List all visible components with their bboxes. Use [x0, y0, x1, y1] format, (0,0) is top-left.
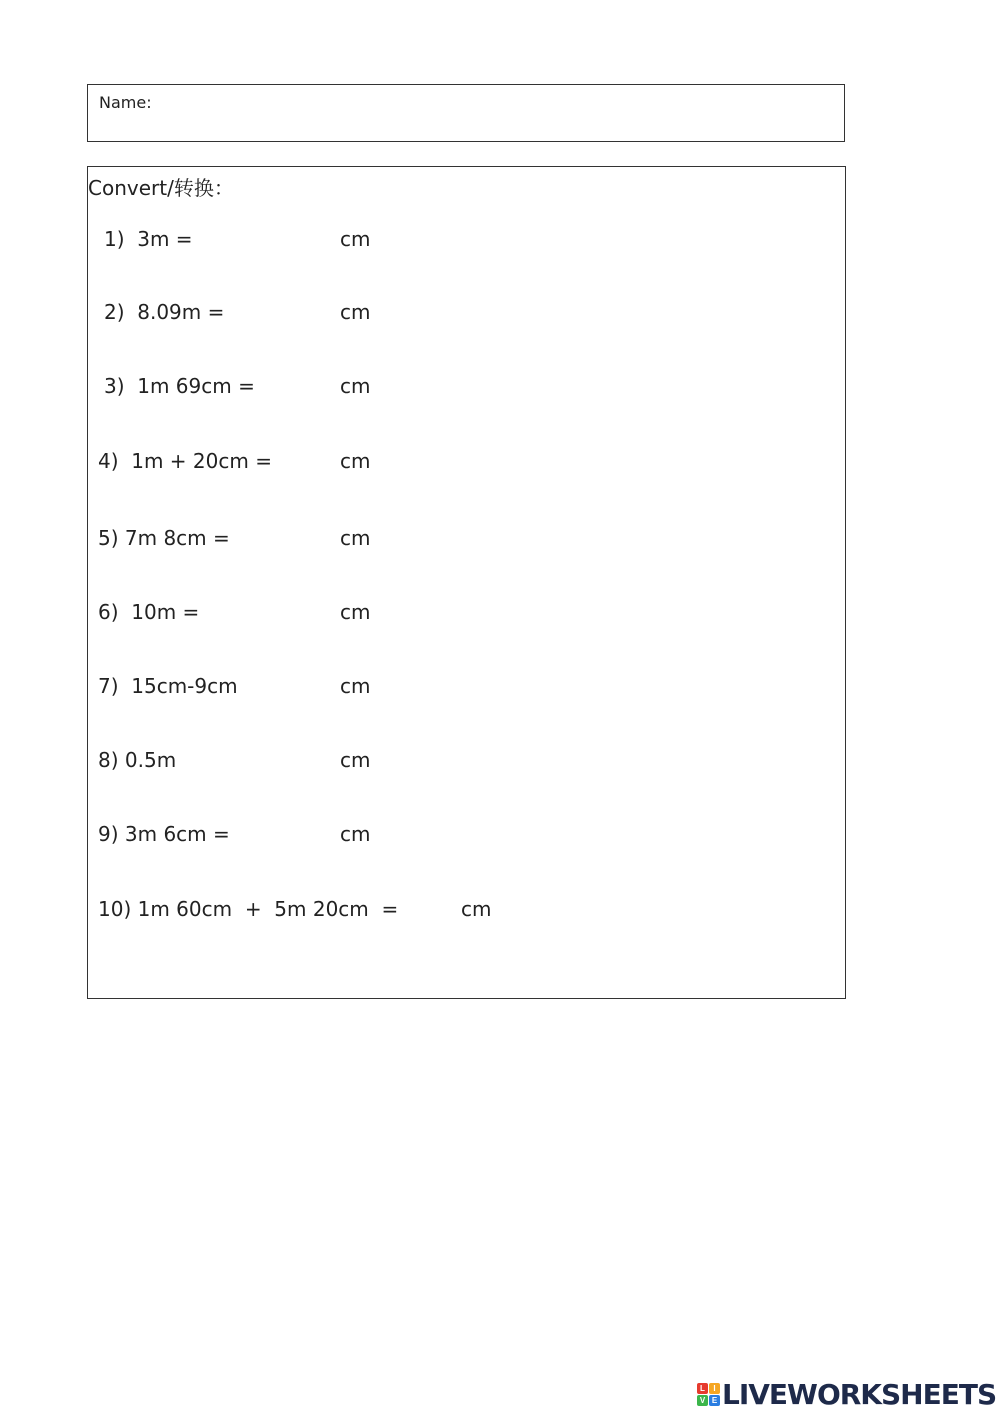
question-7: 7) 15cm-9cm — [98, 674, 238, 698]
instruction-text: Convert/转换： — [88, 176, 234, 200]
question-3: 3) 1m 69cm = — [104, 374, 255, 398]
question-3-unit: cm — [340, 374, 371, 398]
logo-block-e: E — [709, 1395, 720, 1406]
question-10: 10) 1m 60cm + 5m 20cm = — [98, 897, 399, 921]
question-2: 2) 8.09m = — [104, 300, 225, 324]
question-10-unit: cm — [461, 897, 492, 921]
logo-text: LIVEWORKSHEETS — [722, 1377, 997, 1411]
name-box — [87, 84, 845, 142]
question-1: 1) 3m = — [104, 227, 193, 251]
question-6: 6) 10m = — [98, 600, 200, 624]
question-9-unit: cm — [340, 822, 371, 846]
logo-blocks-icon — [697, 1383, 720, 1406]
logo-block-l: L — [697, 1383, 708, 1394]
question-9: 9) 3m 6cm = — [98, 822, 230, 846]
question-7-unit: cm — [340, 674, 371, 698]
question-1-unit: cm — [340, 227, 371, 251]
name-label: Name: — [99, 93, 152, 112]
question-6-unit: cm — [340, 600, 371, 624]
question-8: 8) 0.5m — [98, 748, 177, 772]
logo-block-v: V — [697, 1395, 708, 1406]
question-5-unit: cm — [340, 526, 371, 550]
liveworksheets-logo — [697, 1378, 996, 1410]
worksheet-box — [87, 166, 846, 999]
question-4: 4) 1m + 20cm = — [98, 449, 272, 473]
question-8-unit: cm — [340, 748, 371, 772]
logo-block-i: I — [709, 1383, 720, 1394]
question-2-unit: cm — [340, 300, 371, 324]
question-5: 5) 7m 8cm = — [98, 526, 230, 550]
question-4-unit: cm — [340, 449, 371, 473]
